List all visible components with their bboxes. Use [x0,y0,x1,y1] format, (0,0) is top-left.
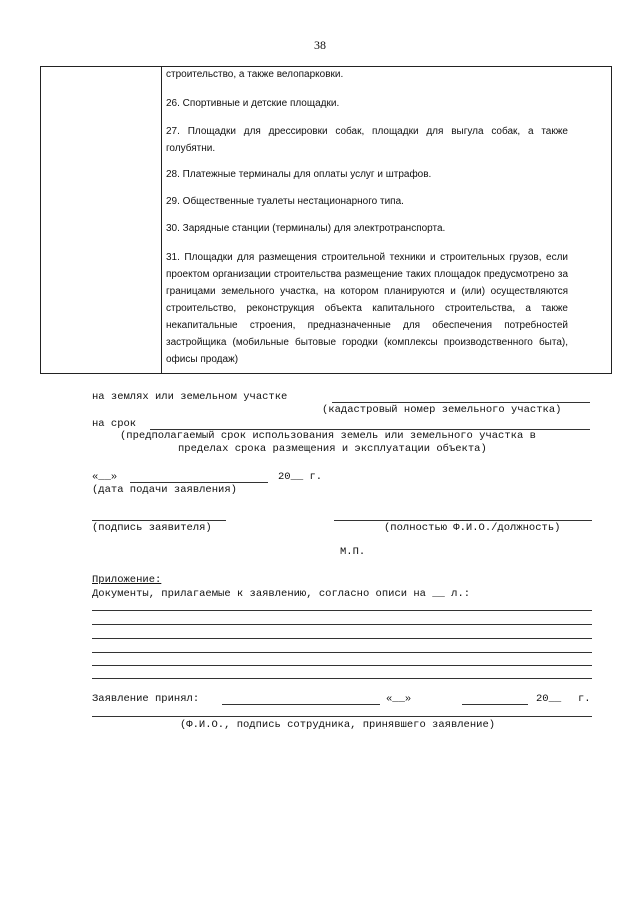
list-item: 28. Платежные терминалы для оплаты услуг и штрафов. [166,169,432,180]
list-item: строительство, а также велопарковки. [166,69,344,80]
attachment-text: Документы, прилагаемые к заявлению, согласно описи на __ л.: [92,588,471,600]
list-item: 26. Спортивные и детские площадки. [166,98,340,109]
term-caption-1: (предполагаемый срок использования земель или земельного участка в [120,430,536,442]
list-item: 30. Зарядные станции (терминалы) для электротранспорта. [166,223,446,234]
accepted-caption: (Ф.И.О., подпись сотрудника, принявшего заявление) [180,719,496,731]
accepted-year: 20__ [536,693,562,705]
attachment-title: Приложение: [92,574,162,586]
attachment-line [92,624,592,625]
list-item: 27. Площадки для дрессировки собак, площадки для выгула собак, а также голубятни. [166,126,568,154]
attachment-line [92,652,592,653]
accepted-signature-line [92,716,592,717]
accepted-name-line [222,704,380,705]
attachment-line [92,665,592,666]
date-caption: (дата подачи заявления) [92,484,237,496]
name-caption: (полностью Ф.И.О./должность) [384,522,561,534]
list-item: 29. Общественные туалеты нестационарного типа. [166,196,404,207]
list-item: 31. Площадки для размещения строительной техники и строительных грузов, если проектом организации строительства размещение таких площадок предусмотрено за границами земельного участка, на котором планируются и (или) осуществляются строительство, реконструкция объекта капитального строительства, а также некапитальные строения, предназначенные для обеспечения потребностей застройщика (мобильные бытовые городки (комплексы производственного быта), офисы продаж) [166,252,568,365]
accepted-label: Заявление принял: [92,693,200,705]
date-year: 20__ г. [278,471,323,483]
cadastral-caption: (кадастровый номер земельного участка) [322,404,562,416]
accepted-month-line [462,704,528,705]
accepted-quote: «__» [386,693,412,705]
seal-placeholder: М.П. [340,546,366,558]
term-caption-2: пределах срока размещения и эксплуатации объекта) [178,443,487,455]
signature-caption: (подпись заявителя) [92,522,212,534]
term-label: на срок [92,418,137,430]
page-number: 38 [314,38,326,52]
attachment-line [92,610,592,611]
attachment-line [92,678,592,679]
table-column-divider [161,67,162,373]
date-quote: «__» [92,471,118,483]
lands-label: на землях или земельном участке [92,391,288,403]
accepted-g: г. [578,693,591,705]
attachment-line [92,638,592,639]
